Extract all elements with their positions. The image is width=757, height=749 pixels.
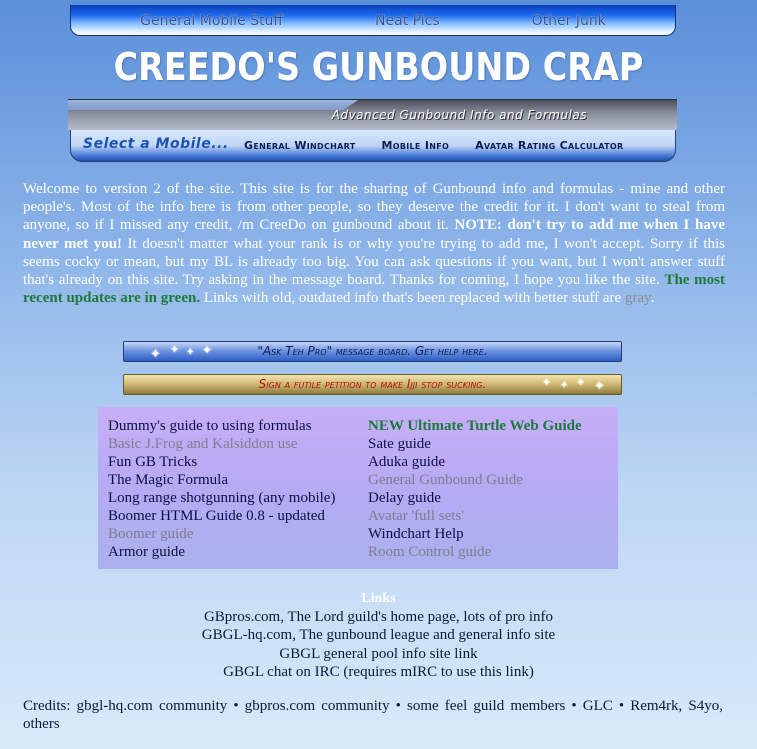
nav-other-junk[interactable]: Other Junk [531, 13, 606, 29]
guide-jfrog-kalsiddon[interactable]: Basic J.Frog and Kalsiddon use [108, 436, 298, 452]
guide-long-range-shotgunning[interactable]: Long range shotgunning (any mobile) [108, 490, 336, 506]
intro-green-note: The most recent updates are in green. [23, 272, 725, 307]
guides-left-column [108, 417, 335, 561]
star-icon: ✦ [576, 376, 586, 389]
star-icon: ✦ [594, 379, 605, 394]
star-icon: ✦ [170, 343, 180, 356]
guide-windchart-help[interactable]: Windchart Help [368, 526, 464, 542]
mobile-nav-bar [70, 130, 676, 162]
links-heading: Links [361, 591, 396, 606]
intro-text [23, 180, 725, 307]
link-avatar-rating-calculator[interactable]: Avatar Rating Calculator [475, 139, 624, 152]
guide-delay[interactable]: Delay guide [368, 490, 441, 506]
intro-note: NOTE: don't try to add me when I have never met you! [23, 217, 725, 252]
guide-armor[interactable]: Armor guide [108, 544, 186, 560]
select-mobile-menu[interactable]: Select a Mobile... [83, 136, 229, 152]
nav-general-mobile-stuff[interactable]: General Mobile Stuff [140, 13, 284, 29]
star-icon: ✦ [560, 380, 569, 391]
credits-text: Credits: gbgl-hq.com community • gbpros.com community • some feel guild members • GLC • Rem4rk, S4yo, others [23, 698, 723, 733]
star-icon: ✦ [150, 347, 161, 362]
star-icon: ✦ [186, 347, 195, 358]
link-general-windchart[interactable]: General Windchart [244, 139, 356, 152]
guide-sate[interactable]: Sate guide [368, 436, 431, 452]
guide-dummys-formulas[interactable]: Dummy's guide to using formulas [108, 418, 312, 434]
guide-ultimate-turtle[interactable]: NEW Ultimate Turtle Web Guide [368, 418, 582, 434]
intro-part-3: Links with old, outdated info that's been replaced with better stuff are [200, 290, 625, 307]
link-gbgl-irc[interactable]: GBGL chat on IRC (requires mIRC to use this link) [223, 663, 534, 680]
mobile-bar-links [244, 139, 623, 152]
star-icon: ✦ [542, 376, 552, 389]
guides-right-column [368, 417, 582, 561]
nav-neat-pics[interactable]: Neat Pics [375, 13, 440, 29]
subtitle-bar-notch [68, 100, 358, 110]
guide-avatar-full-sets[interactable]: Avatar 'full sets' [368, 508, 464, 524]
guide-magic-formula[interactable]: The Magic Formula [108, 472, 228, 488]
site-title: CREEDO'S GUNBOUND CRAP [113, 45, 644, 89]
intro-gray-word: gray [624, 290, 651, 307]
petition-link[interactable]: Sign a futile petition to make Ijji stop sucking. [258, 377, 487, 391]
intro-part-2: It doesn't matter what your rank is or why you're trying to add me, I won't accept. Sorry if this seems cocky or mean, but my BL is already too big. You can ask questions if you want, but I won't answer stuff that's already on this site. Try asking in the message board. Thanks for coming, I hope you like the site. [23, 235, 725, 289]
guide-aduka[interactable]: Aduka guide [368, 454, 446, 470]
star-icon: ✦ [202, 343, 213, 357]
subtitle-bar [68, 99, 677, 130]
guide-fun-gb-tricks[interactable]: Fun GB Tricks [108, 454, 198, 470]
link-mobile-info[interactable]: Mobile Info [381, 139, 450, 152]
link-gbpros[interactable]: GBpros.com, The Lord guild's home page, lots of pro info [203, 609, 554, 626]
intro-part-1: Welcome to version 2 of the site. This site is for the sharing of Gunbound info and formulas - mine and other people's. Most of the info here is from other people, so they deserve the credit for it. I don't want to steal from anyone, so if I missed any credit, /m CreeDo on gunbound about it. [23, 181, 725, 234]
petition-banner[interactable] [123, 374, 622, 395]
message-board-banner[interactable] [123, 341, 622, 362]
guide-boomer[interactable]: Boomer guide [108, 526, 194, 542]
link-gbgl-pool[interactable]: GBGL general pool info site link [279, 645, 478, 662]
guide-boomer-html[interactable]: Boomer HTML Guide 0.8 - updated [108, 508, 325, 524]
intro-end: . [650, 290, 655, 307]
guide-general-gunbound[interactable]: General Gunbound Guide [368, 472, 523, 488]
guide-room-control[interactable]: Room Control guide [368, 544, 492, 560]
link-gbgl-hq[interactable]: GBGL-hq.com, The gunbound league and general info site [201, 627, 556, 644]
site-subtitle: Advanced Gunbound Info and Formulas [331, 108, 587, 122]
top-nav-bar [70, 5, 676, 36]
message-board-link[interactable]: "Ask Teh Pro" message board. Get help here. [257, 344, 488, 358]
guides-panel [98, 407, 618, 569]
links-section [0, 590, 757, 681]
